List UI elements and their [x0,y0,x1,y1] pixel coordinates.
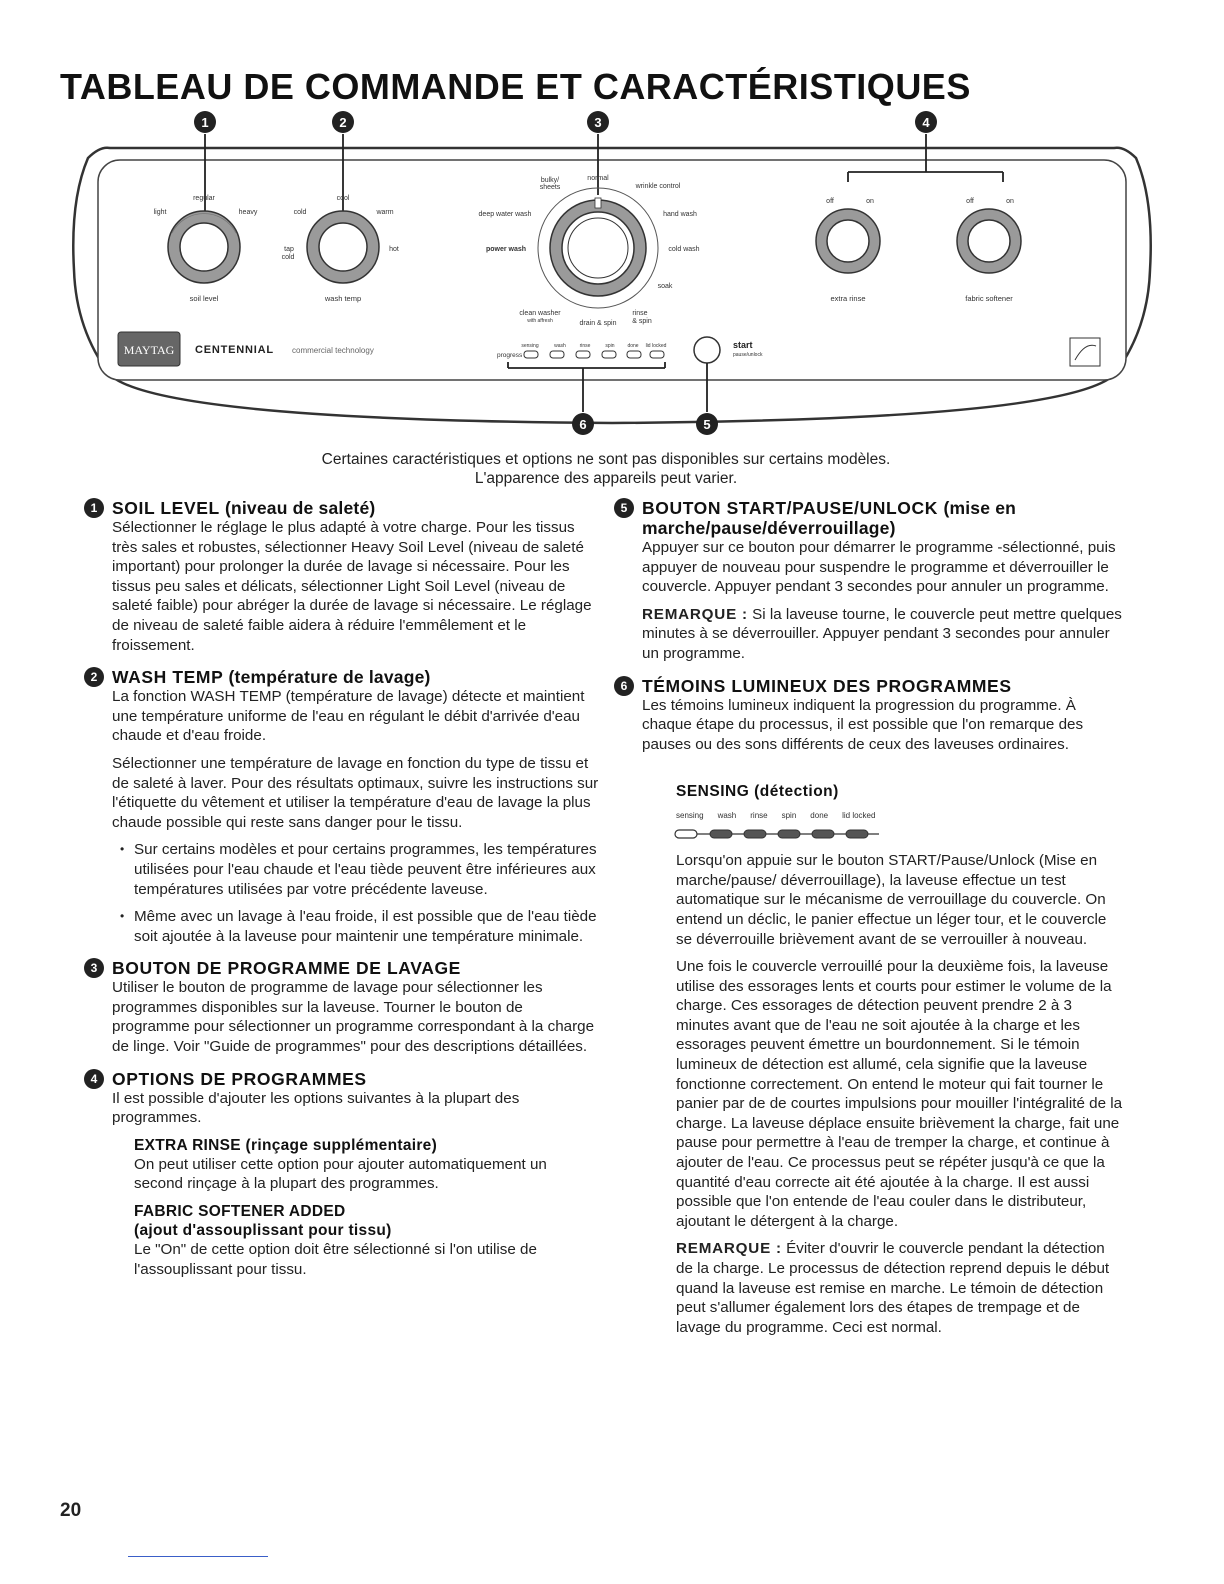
fabric-softener-option: FABRIC SOFTENER ADDED (ajout d'assouplissant pour tissu) Le "On" de cette option doit être sélectionné si l'on utilise de l'assouplissant pour tissu. [134,1203,537,1278]
callout-2-label: 2 [339,115,347,130]
page-number: 20 [60,1500,82,1521]
svg-text:& spin: & spin [632,318,652,325]
fabric-softener-label: fabric softener [965,294,1013,303]
section-heading: OPTIONS DE PROGRAMMES [112,1068,367,1089]
section-cycle-knob: 3 BOUTON DE PROGRAMME DE LAVAGE Utiliser le bouton de programme de lavage pour sélectionner les programmes disponibles sur la laveuse. Tourner le bouton de programme pour sélectionner un programme correspondant à la charge de linge. Voir "Guide de programmes" pour des descriptions détaillées. [90,958,600,1056]
number-badge: 4 [84,1069,104,1089]
energy-star-icon [1070,338,1100,366]
callout-5-label: 5 [703,417,711,432]
svg-text:deep water wash: deep water wash [478,211,532,218]
svg-text:power wash: power wash [485,246,527,253]
section-wash-temp: 2 WASH TEMP (température de lavage) La fonction WASH TEMP (température de lavage) détecte et maintient une température uniforme de l'eau en régulant le débit d'arrivée d'eau chaude et d'eau froide. Sélectionner une température de lavage en fonction du type de tissu et de saleté à laver. Pour des résultats optimaux, suivre les instructions sur l'étiquette du vêtement et utiliser la température d'eau de lavage la plus chaude possible qui reste sans danger pour le tissu. • Sur certains modèles et pour certains programmes, les températures utilisées pour l'eau chaude et l'eau tiède peuvent être inférieures aux températures utilisées par votre précédente laveuse. • Même avec un lavage à l'eau froide, il est possible que de l'eau tiède soit ajoutée à la laveuse pour maintenir une température minimale. [90,667,600,946]
svg-text:with affresh: with affresh [527,318,553,324]
list-item: • Même avec un lavage à l'eau froide, il est possible que de l'eau tiède soit ajoutée à la laveuse pour maintenir une température minimale. [124,907,600,946]
svg-text:progress: progress [497,352,523,359]
svg-text:sensing: sensing [521,343,539,349]
svg-text:cold wash: cold wash [668,246,700,253]
section-heading: BOUTON START/PAUSE/UNLOCK (mise en marche/pause/déverrouillage) [642,498,1017,538]
svg-text:cold: cold [281,254,295,261]
svg-text:off: off [966,198,974,205]
svg-text:sheets: sheets [539,184,561,191]
svg-text:off: off [826,198,834,205]
number-badge: 6 [614,676,634,696]
soil-level-label: soil level [189,294,219,303]
svg-text:lid locked: lid locked [645,343,667,349]
sensing-section: SENSING (détection) sensing wash rinse spin done lid locked Lorsqu'on appuie sur le bouton START/Pause/Unlock (Mise en marche/pause/ déverrouillage), la laveuse effectue un test automatique sur le mécanisme de verrouillage du couvercle. On entend un déclic, le panier effectue un léger tour, et le couvercle se déverrouille brièvement avant de se verrouiller à nouveau. Une fois le couvercle verrouillé pour la deuxième fois, la laveuse utilise des essorages lents et courts pour estimer le volume de la charge. Ces essorages de détection peuvent prendre 2 à 3 minutes avant que de l'eau ne soit ajoutée à la charge et les essorages peuvent émettre un bourdonnement. Si le témoin lumineux de détection est allumé, cela signifie que la laveuse fonctionne correctement. On entend le moteur qui fait tourner le panier par de de courtes impulsions pour mouiller l'intégralité de la charge. La laveuse déplace ensuite brièvement la charge, fait une pause pour permettre à l'eau de tremper la charge, et continue à ajouter de l'eau. Ce processus peut se répéter jusqu'à ce que la quantité d'eau correcte ait été ajoutée à la charge. Il est aussi possible que l'on entende de l'eau couler dans le distributeur, ajoutant le détergent à la charge. REMARQUE : Éviter d'ouvrir le couvercle pendant la détection de la charge. Le processus de détection reprend depuis le début quand la laveuse est remise en marche. Le témoin de détection peut s'allumer également lors des étapes de trempage et de lavage du programme. Ceci est normal. [620,782,1125,1337]
section-heading: WASH TEMP (température de lavage) [112,667,431,688]
sensing-indicator-lights [674,828,894,840]
section-heading: TÉMOINS LUMINEUX DES PROGRAMMES [642,675,1012,696]
section-heading: SOIL LEVEL (niveau de saleté) [112,498,376,518]
svg-text:heavy: heavy [238,209,258,216]
svg-text:MAYTAG: MAYTAG [123,343,175,357]
svg-text:wash: wash [554,343,566,349]
svg-text:on: on [1006,198,1014,205]
callout-6-label: 6 [579,417,587,432]
svg-text:regular: regular [193,195,215,202]
wash-temp-label: wash temp [324,294,362,303]
svg-text:rinse: rinse [632,310,648,317]
number-badge: 1 [84,498,104,518]
callout-4-label: 4 [922,115,930,130]
left-column [90,498,600,1291]
number-badge: 3 [84,958,104,978]
svg-text:light: light [153,209,167,216]
svg-text:pause/unlock: pause/unlock [733,352,763,358]
section-soil-level: 1 SOIL LEVEL (niveau de saleté) Sélectionner le réglage le plus adapté à votre charge. Pour les tissus très sales et robustes, sélectionner Heavy Soil Level (niveau de saleté important) pour prolonger la durée de lavage si nécessaire. Pour les tissus peu sales et délicats, sélectionner Light Soil Level (niveau de saleté faible) pour abréger la durée de lavage si nécessaire. Le réglage de niveau de saleté faible aidera à réduire l'emmêlement et le froissement. [90,498,600,655]
section-status-lights: 6 TÉMOINS LUMINEUX DES PROGRAMMES Les témoins lumineux indiquent la progression du programme. À chaque étape du processus, il est possible que l'on remarque des pauses ou des sons différents de ceux des laveuses ordinaires. [620,676,1125,755]
svg-text:spin: spin [605,343,615,349]
extra-rinse-option: EXTRA RINSE (rinçage supplémentaire) On peut utiliser cette option pour ajouter automatiquement un second rinçage à la plupart des programmes. [134,1136,547,1193]
callout-3-label: 3 [594,115,602,130]
sensing-heading: SENSING (détection) [676,783,839,801]
list-item: • Sur certains modèles et pour certains programmes, les températures utilisées pour l'eau chaude et l'eau tiède peuvent être inférieures aux températures utilisées par votre précédente laveuse. [124,840,600,899]
svg-text:drain & spin: drain & spin [579,320,617,327]
control-panel-illustration [0,0,1224,450]
callout-1-label: 1 [201,115,209,130]
svg-text:commercial technology: commercial technology [292,346,374,355]
number-badge: 2 [84,667,104,687]
svg-text:rinse: rinse [579,343,591,349]
svg-text:on: on [866,198,874,205]
section-cycle-options: 4 OPTIONS DE PROGRAMMES Il est possible d'ajouter les options suivantes à la plupart des programmes. EXTRA RINSE (rinçage supplémentaire) On peut utiliser cette option pour ajouter automatiquement un second rinçage à la plupart des programmes. FABRIC SOFTENER ADDED (ajout d'assouplissant pour tissu) Le "On" de cette option doit être sélectionné si l'on utilise de l'assouplissant pour tissu. [90,1069,600,1280]
svg-text:wrinkle control: wrinkle control [635,183,681,190]
svg-text:hot: hot [389,246,399,253]
svg-text:normal: normal [587,175,609,182]
bottom-rule [128,1556,268,1557]
svg-text:bulky/: bulky/ [540,177,560,184]
svg-text:warm: warm [376,209,394,216]
bullet-list [112,840,600,946]
section-start-button: 5 BOUTON START/PAUSE/UNLOCK (mise en marche/pause/déverrouillage) Appuyer sur ce bouton pour démarrer le programme -sélectionné, puis appuyer de nouveau pour suspendre le programme et déverrouiller le couvercle. Appuyer pendant 3 secondes pour annuler un programme. REMARQUE : Si la laveuse tourne, le couvercle peut mettre quelques minutes à se déverrouiller. Appuyer pendant 3 secondes pour annuler un programme. [620,498,1125,664]
svg-text:cold: cold [293,209,307,216]
model-name: CENTENNIAL [195,344,274,356]
sensing-labels: sensing wash rinse spin done lid locked [676,810,876,820]
svg-text:hand wash: hand wash [663,211,697,218]
number-badge: 5 [614,498,634,518]
svg-text:clean washer: clean washer [519,310,561,317]
svg-text:done: done [627,343,639,349]
start-button [694,337,720,363]
section-heading: BOUTON DE PROGRAMME DE LAVAGE [112,958,461,979]
page-title: TABLEAU DE COMMANDE ET CARACTÉRISTIQUES [60,66,971,107]
right-column [620,498,1125,1345]
svg-text:start: start [733,340,753,350]
caption: Certaines caractéristiques et options ne sont pas disponibles sur certains modèles. L'apparence des appareils peut varier. [321,451,891,487]
svg-text:tap: tap [284,246,294,253]
svg-text:cool: cool [336,195,350,202]
svg-text:soak: soak [657,283,673,290]
extra-rinse-label: extra rinse [830,294,866,303]
